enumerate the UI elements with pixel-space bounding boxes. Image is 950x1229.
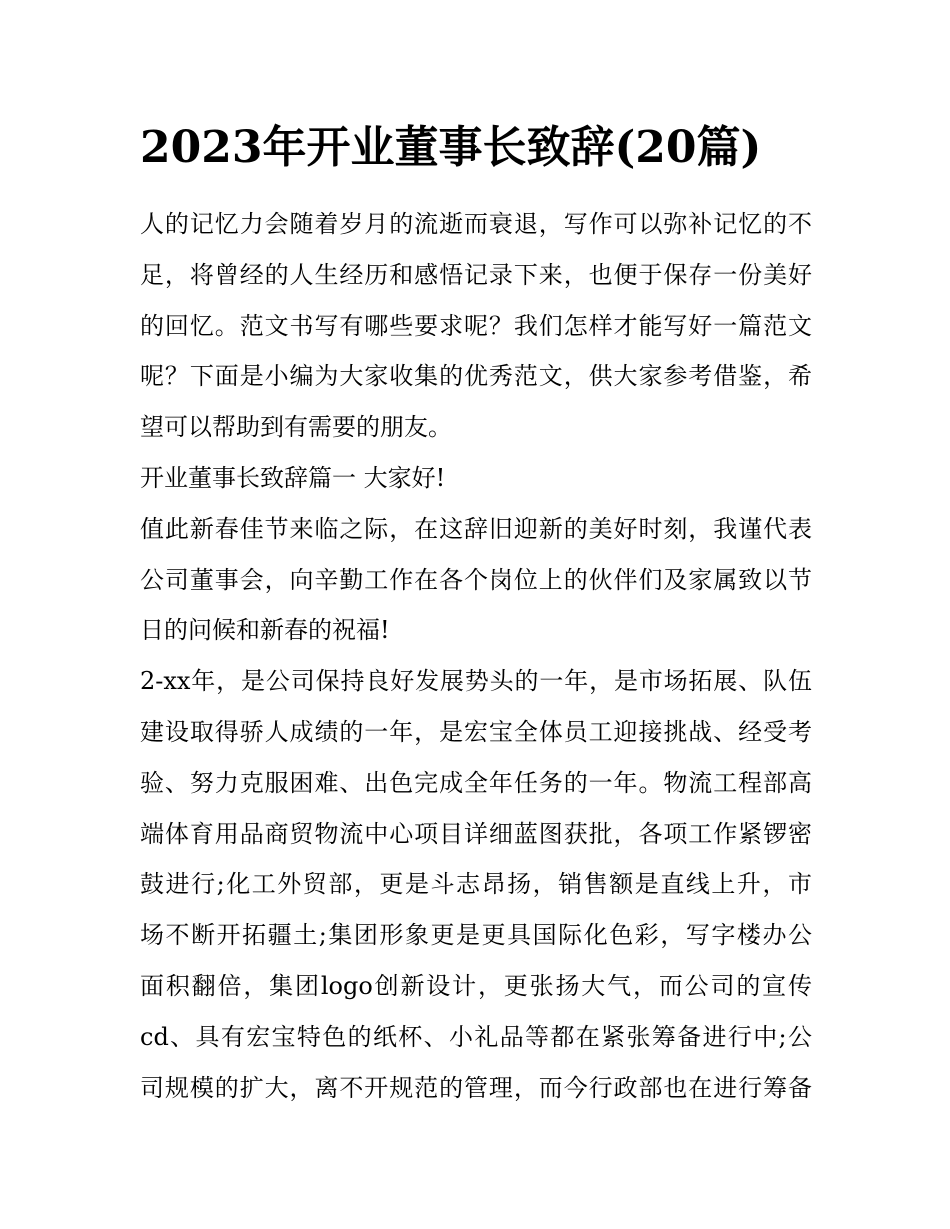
text-line: 建设取得骄人成绩的一年，是宏宝全体员工迎接挑战、经受考: [140, 717, 812, 746]
document-body: [140, 199, 812, 1113]
document-title: 2023年开业董事长致辞(20篇): [140, 122, 762, 173]
paragraph-greeting: [140, 504, 812, 656]
text-line: 呢？下面是小编为大家收集的优秀范文，供大家参考借鉴，希: [140, 362, 812, 391]
paragraph-review: [140, 656, 812, 1113]
text-line: 场不断开拓疆土;集团形象更是更具国际化色彩，写字楼办公: [140, 921, 812, 950]
paragraph-intro: [140, 199, 812, 453]
text-line: 公司董事会，向辛勤工作在各个岗位上的伙伴们及家属致以节: [140, 565, 812, 594]
text-line: 值此新春佳节来临之际，在这辞旧迎新的美好时刻，我谨代表: [140, 514, 812, 543]
text-line: 人的记忆力会随着岁月的流逝而衰退，写作可以弥补记忆的不: [140, 210, 812, 238]
text-line: 2-xx年，是公司保持良好发展势头的一年，是市场拓展、队伍: [140, 667, 812, 696]
text-line: 端体育用品商贸物流中心项目详细蓝图获批，各项工作紧锣密: [140, 819, 812, 848]
section-heading: [140, 453, 812, 504]
text-line: cd、具有宏宝特色的纸杯、小礼品等都在紧张筹备进行中;公: [140, 1022, 812, 1051]
text-line: 开业董事长致辞篇一 大家好!: [140, 463, 446, 492]
text-line: 司规模的扩大，离不开规范的管理，而今行政部也在进行筹备: [140, 1073, 812, 1102]
text-line: 足，将曾经的人生经历和感悟记录下来，也便于保存一份美好: [140, 260, 812, 289]
text-line: 日的问候和新春的祝福!: [140, 616, 390, 645]
text-line: 鼓进行;化工外贸部，更是斗志昂扬，销售额是直线上升，市: [140, 870, 812, 899]
text-line: 面积翻倍，集团logo创新设计，更张扬大气，而公司的宣传: [140, 971, 812, 1000]
text-line: 望可以帮助到有需要的朋友。: [140, 413, 452, 442]
text-line: 验、努力克服困难、出色完成全年任务的一年。物流工程部高: [140, 768, 812, 797]
text-line: 的回忆。范文书写有哪些要求呢？我们怎样才能写好一篇范文: [140, 311, 812, 340]
